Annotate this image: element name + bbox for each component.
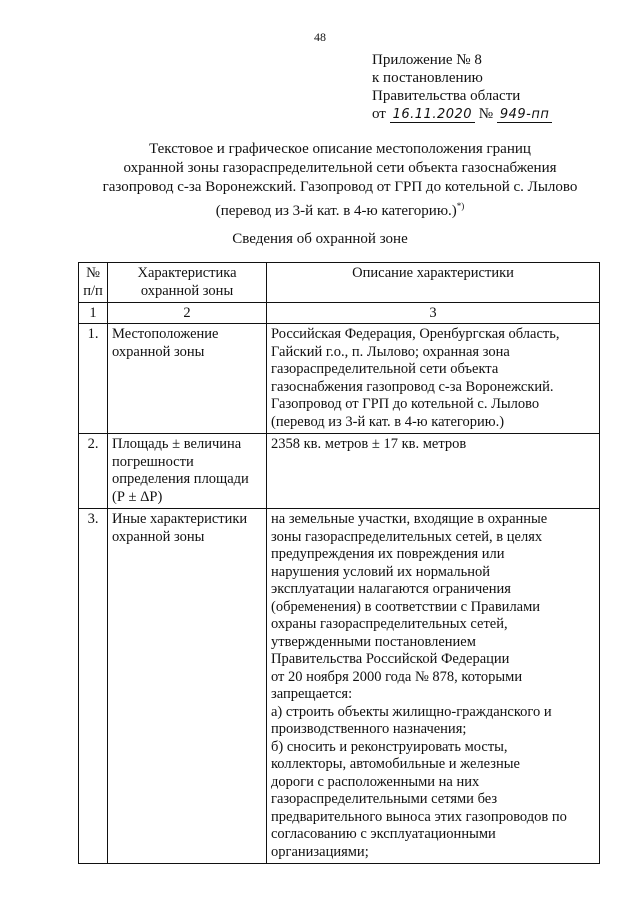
desc-line: газораспределительными сетями без [271, 791, 498, 807]
table-row [79, 509, 600, 864]
title-line-2: охранной зоны газораспределительной сети объекта газоснабжения [123, 160, 557, 176]
appendix-block [372, 51, 552, 124]
desc-line: охраны газораспределительных сетей, [271, 616, 508, 632]
desc-line: (обременения) в соответствии с Правилами [271, 598, 541, 615]
desc-line: предварительного выноса этих газопроводов по [271, 808, 567, 825]
title-line-3: газопровод с-за Воронежский. Газопровод от ГРП до котельной с. Лылово [102, 179, 578, 195]
row-characteristic [108, 509, 267, 864]
header-num [79, 263, 108, 303]
desc-line: от 20 ноября 2000 года № 878, которыми [271, 668, 523, 685]
title-line-1: Текстовое и графическое описание местоположения границ [149, 141, 531, 157]
title-line-4 [70, 197, 610, 221]
desc-line: эксплуатации налагаются ограничения [271, 581, 511, 597]
desc-line: зоны газораспределительных сетей, в целях [271, 528, 543, 545]
header-description: Описание характеристики [267, 263, 600, 303]
desc-line: предупреждения их повреждения или [271, 546, 505, 562]
row-num: 1. [79, 324, 108, 434]
desc-line: Газопровод от ГРП до котельной с. Лылово [271, 396, 540, 412]
char-line: Иные характеристики [112, 511, 248, 527]
char-line: Площадь ± величина [112, 436, 242, 452]
desc-line: Российская Федерация, Оренбургская область, [271, 326, 560, 342]
footnote-mark: *) [456, 201, 465, 211]
desc-line: б) сносить и реконструировать мосты, [271, 738, 508, 755]
row-description [267, 434, 600, 509]
desc-line: организациями; [271, 843, 369, 860]
desc-line: дороги с расположенными на них [271, 773, 480, 790]
title-line-4-text: (перевод из 3-й кат. в 4-ю категорию.) [215, 203, 457, 219]
table-row [79, 324, 600, 434]
desc-line: нарушения условий их нормальной [271, 563, 491, 580]
zone-info-table [78, 262, 600, 864]
char-line: погрешности [112, 453, 194, 470]
desc-line: производственного назначения; [271, 721, 467, 737]
col-number-3: 3 [267, 303, 600, 324]
table-header-row [79, 263, 600, 303]
col-number-2: 2 [108, 303, 267, 324]
desc-line: Гайский г.о., п. Лылово; охранная зона [271, 343, 510, 360]
char-line: определения площади [112, 471, 249, 487]
desc-line: запрещается: [271, 686, 353, 702]
appendix-date-line [372, 105, 552, 124]
desc-line: (перевод из 3-й кат. в 4-ю категорию.) [271, 413, 505, 430]
section-subtitle: Сведения об охранной зоне [232, 231, 408, 247]
header-characteristic [108, 263, 267, 303]
desc-line: Правительства Российской Федерации [271, 651, 510, 667]
desc-line: а) строить объекты жилищно-гражданского и [271, 703, 552, 720]
char-line: (Р ± ΔР) [112, 488, 163, 505]
header-num-line-1: № [86, 265, 100, 281]
desc-line: на земельные участки, входящие в охранные [271, 511, 548, 527]
column-number-row [79, 303, 600, 324]
desc-line: газоснабжения газопровод с-за Воронежский. [271, 378, 554, 395]
row-characteristic [108, 434, 267, 509]
col-number-1: 1 [79, 303, 108, 324]
desc-line: газораспределительной сети объекта [271, 361, 499, 377]
header-num-line-2: п/п [83, 282, 103, 299]
appendix-line-3: Правительства области [372, 88, 521, 104]
handwritten-date: 16.11.2020 [390, 107, 475, 123]
header-char-line-1: Характеристика [137, 265, 237, 281]
row-num: 2. [79, 434, 108, 509]
appendix-line-2: к постановлению [372, 70, 483, 86]
desc-line: утвержденными постановлением [271, 633, 476, 650]
handwritten-number: 949-пп [497, 107, 553, 123]
desc-line: согласованию с эксплуатационными [271, 826, 496, 842]
row-description [267, 324, 600, 434]
table-row [79, 434, 600, 509]
char-line: Местоположение [112, 326, 219, 342]
row-characteristic [108, 324, 267, 434]
char-line: охранной зоны [112, 528, 205, 545]
char-line: охранной зоны [112, 343, 205, 360]
row-num: 3. [79, 509, 108, 864]
header-char-line-2: охранной зоны [140, 282, 234, 299]
document-title [70, 140, 610, 221]
date-prefix: от [372, 106, 386, 122]
row-description [267, 509, 600, 864]
number-prefix: № [478, 106, 494, 122]
desc-line: коллекторы, автомобильные и железные [271, 756, 520, 772]
desc-line: 2358 кв. метров ± 17 кв. метров [271, 436, 467, 452]
page-number: 48 [314, 30, 326, 44]
appendix-line-1: Приложение № 8 [372, 52, 482, 68]
